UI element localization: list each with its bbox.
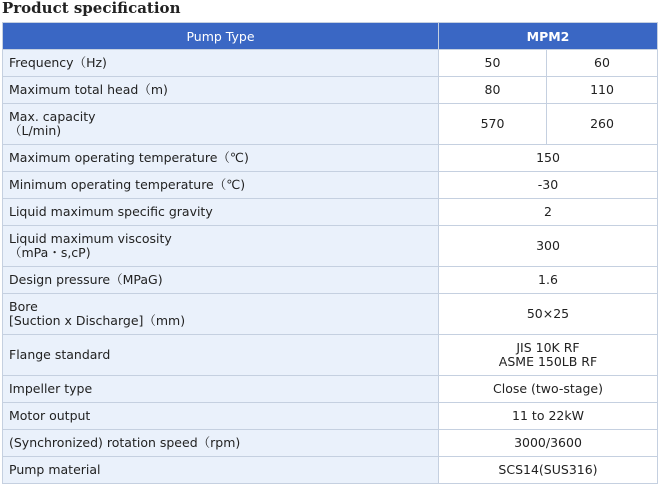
spec-label-line: [Suction x Discharge]（mm) xyxy=(9,313,186,328)
spec-label xyxy=(3,267,439,294)
spec-label xyxy=(3,145,439,172)
table-row xyxy=(3,294,658,335)
spec-label xyxy=(3,226,439,267)
model-header: MPM2 xyxy=(439,23,658,50)
spec-label-line: Bore xyxy=(9,299,38,314)
table-row xyxy=(3,267,658,294)
table-row xyxy=(3,457,658,484)
spec-value: 11 to 22kW xyxy=(439,403,658,430)
spec-label xyxy=(3,172,439,199)
spec-label xyxy=(3,199,439,226)
spec-label-line: （mPa・s,cP) xyxy=(9,245,91,260)
spec-value: 570 xyxy=(439,104,547,145)
spec-label xyxy=(3,403,439,430)
spec-label-line: Design pressure（MPaG) xyxy=(9,272,163,287)
spec-value: 150 xyxy=(439,145,658,172)
spec-label xyxy=(3,335,439,376)
spec-label-line: （L/min) xyxy=(9,123,62,138)
spec-label xyxy=(3,77,439,104)
page-title: Product specification xyxy=(2,0,181,17)
spec-value: SCS14(SUS316) xyxy=(439,457,658,484)
spec-value xyxy=(439,335,658,376)
spec-value: 110 xyxy=(547,77,658,104)
spec-label xyxy=(3,376,439,403)
spec-label-line: Maximum total head（m) xyxy=(9,82,168,97)
spec-label-line: Flange standard xyxy=(9,347,111,362)
spec-label-line: Liquid maximum specific gravity xyxy=(9,204,213,219)
spec-label xyxy=(3,430,439,457)
spec-value: 50 xyxy=(439,50,547,77)
spec-value: 80 xyxy=(439,77,547,104)
spec-value: 260 xyxy=(547,104,658,145)
spec-value: 1.6 xyxy=(439,267,658,294)
spec-label xyxy=(3,50,439,77)
spec-value: 2 xyxy=(439,199,658,226)
spec-value-line: JIS 10K RF xyxy=(516,340,580,355)
table-header-row xyxy=(3,23,658,50)
pump-type-header: Pump Type xyxy=(3,23,439,50)
spec-label-line: Pump material xyxy=(9,462,101,477)
table-row xyxy=(3,50,658,77)
spec-label xyxy=(3,104,439,145)
spec-value: -30 xyxy=(439,172,658,199)
spec-table xyxy=(2,22,658,484)
table-row xyxy=(3,145,658,172)
spec-table-body xyxy=(3,50,658,484)
spec-value: 60 xyxy=(547,50,658,77)
spec-label xyxy=(3,457,439,484)
table-row xyxy=(3,376,658,403)
spec-value: 3000/3600 xyxy=(439,430,658,457)
spec-label-line: Max. capacity xyxy=(9,109,96,124)
table-row xyxy=(3,172,658,199)
spec-label-line: Impeller type xyxy=(9,381,93,396)
table-row xyxy=(3,430,658,457)
spec-value-line: ASME 150LB RF xyxy=(498,354,598,369)
spec-label-line: Motor output xyxy=(9,408,91,423)
spec-value: 50×25 xyxy=(439,294,658,335)
spec-label-line: Frequency（Hz) xyxy=(9,55,107,70)
table-row xyxy=(3,199,658,226)
table-row xyxy=(3,77,658,104)
spec-value: 300 xyxy=(439,226,658,267)
spec-value: Close (two-stage) xyxy=(439,376,658,403)
table-row xyxy=(3,335,658,376)
spec-label-line: Maximum operating temperature（℃) xyxy=(9,150,249,165)
table-row xyxy=(3,226,658,267)
table-row xyxy=(3,403,658,430)
spec-label xyxy=(3,294,439,335)
table-row xyxy=(3,104,658,145)
spec-label-line: Liquid maximum viscosity xyxy=(9,231,172,246)
spec-label-line: Minimum operating temperature（℃) xyxy=(9,177,246,192)
spec-label-line: (Synchronized) rotation speed（rpm) xyxy=(9,435,241,450)
